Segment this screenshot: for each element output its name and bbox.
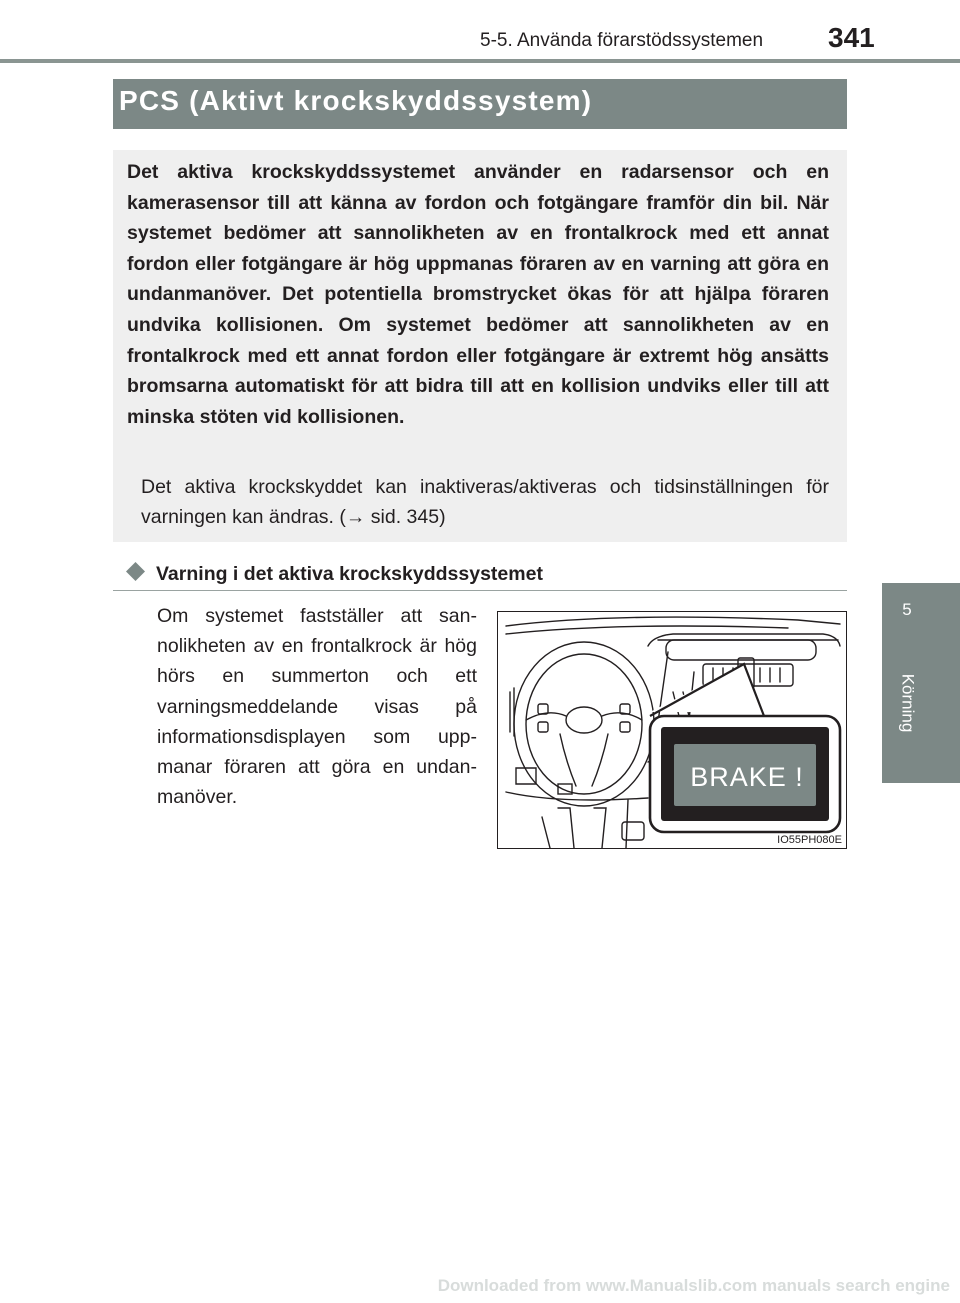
chapter-label-wrapper [876, 660, 938, 746]
dashboard-drawing [498, 612, 847, 849]
subsection-rule [113, 590, 847, 591]
header-rule [0, 59, 960, 63]
diamond-bullet-icon [126, 562, 145, 581]
chapter-number: 5 [902, 600, 912, 619]
section-title-bar [113, 79, 847, 129]
figure-code: IO55PH080E [777, 834, 842, 846]
running-header-section: 5-5. Använda förarstödssystemen [480, 30, 764, 51]
intro-paragraph: Det aktiva krockskyddssystemet använder en radarsensor och en kamerasensor till att känna av fordon och fotgängare framför din bil. När systemet bedömer att sannolikheten av en frontalkrock med ett annat fordon eller fotgängare är hög uppmanas föraren av en varning att göra en undanmanöver. Det potentiella bromstrycket ökas för att hjälpa föraren undvika kollisionen. Om systemet bedömer att sannolikheten av en frontalkrock med ett annat fordon eller fotgängare är extremt hög ansätts bromsarna automatiskt för att bidra till att en kollision undviks eller till att minska stöten vid kollisionen. [127, 161, 829, 428]
subsection-body: Om systemet fastställer att sannolikheten av en frontalkrock är hög hörs en summerton och ett varningsmeddelande visas på informationsdisplayen som uppmanar föraren att göra en undanmanöver. [157, 605, 477, 809]
page-number: 341 [828, 22, 875, 53]
section-title: PCS (Aktivt krockskyddssystem) [119, 85, 593, 116]
dashboard-illustration [497, 611, 847, 849]
chapter-label: Körning [897, 673, 917, 733]
intro-box [113, 150, 847, 542]
watermark: Downloaded from www.Manualslib.com manuals search engine [437, 1276, 950, 1295]
page-reference-link[interactable]: sid. 345) [365, 506, 446, 528]
intro-note-text: Det aktiva krockskyddet kan inaktiveras/aktiveras och tidsinställningen för varningen kan ändras. ( [141, 476, 829, 528]
arrow-icon: → [345, 506, 366, 528]
subsection-heading: Varning i det aktiva krockskyddssystemet [156, 563, 543, 585]
brake-warning-message: BRAKE ! [690, 762, 804, 792]
intro-note [141, 472, 829, 532]
